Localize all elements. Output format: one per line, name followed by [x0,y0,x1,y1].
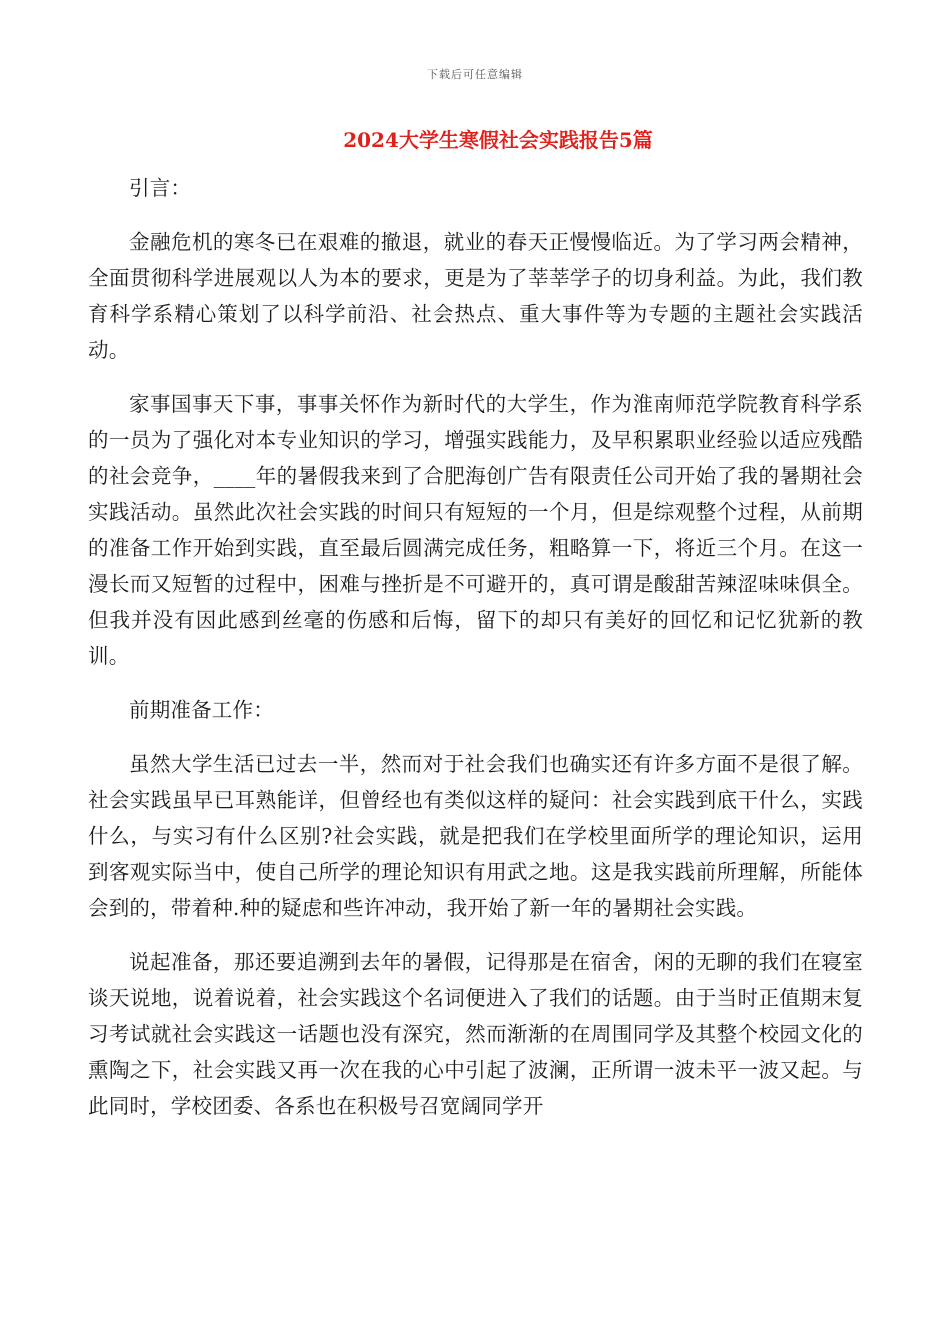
paragraph: 说起准备，那还要追溯到去年的暑假，记得那是在宿舍，闲的无聊的我们在寝室谈天说地，说着说着，社会实践这个名词便进入了我们的话题。由于当时正值期末复习考试就社会实践这一话题也没有深究，然而渐渐的在周围同学及其整个校园文化的熏陶之下，社会实践又再一次在我的心中引起了波澜，正所谓一波未平一波又起。与此同时，学校团委、各系也在积极号召宽阔同学开 [88,950,863,1118]
document-title: 2024大学生寒假社会实践报告5篇 [343,128,653,152]
paragraph-section-heading: 前期准备工作： [129,698,274,722]
document-body [88,170,863,1124]
paragraph-intro-label: 引言： [129,176,192,200]
paragraph: 家事国事天下事，事事关怀作为新时代的大学生，作为淮南师范学院教育科学系的一员为了强化对本专业知识的学习，增强实践能力，及早积累职业经验以适应残酷的社会竞争，____年的暑假我来到了合肥海创广告有限责任公司开始了我的暑期社会实践活动。虽然此次社会实践的时间只有短短的一个月，但是综观整个过程，从前期的准备工作开始到实践，直至最后圆满完成任务，粗略算一下，将近三个月。在这一漫长而又短暂的过程中，困难与挫折是不可避开的，真可谓是酸甜苦辣涩味味俱全。但我并没有因此感到丝毫的伤感和后悔，留下的却只有美好的回忆和记忆犹新的教训。 [88,392,863,668]
paragraph: 虽然大学生活已过去一半，然而对于社会我们也确实还有许多方面不是很了解。社会实践虽早已耳熟能详，但曾经也有类似这样的疑问：社会实践到底干什么，实践什么，与实习有什么区别?社会实践，就是把我们在学校里面所学的理论知识，运用到客观实际当中，使自己所学的理论知识有用武之地。这是我实践前所理解，所能体会到的，带着种.种的疑虑和些许冲动，我开始了新一年的暑期社会实践。 [88,752,863,920]
paragraph: 金融危机的寒冬已在艰难的撤退，就业的春天正慢慢临近。为了学习两会精神，全面贯彻科学进展观以人为本的要求，更是为了莘莘学子的切身利益。为此，我们教育科学系精心策划了以科学前沿、社会热点、重大事件等为专题的主题社会实践活动。 [88,230,863,362]
header-note: 下载后可任意编辑 [427,68,523,81]
